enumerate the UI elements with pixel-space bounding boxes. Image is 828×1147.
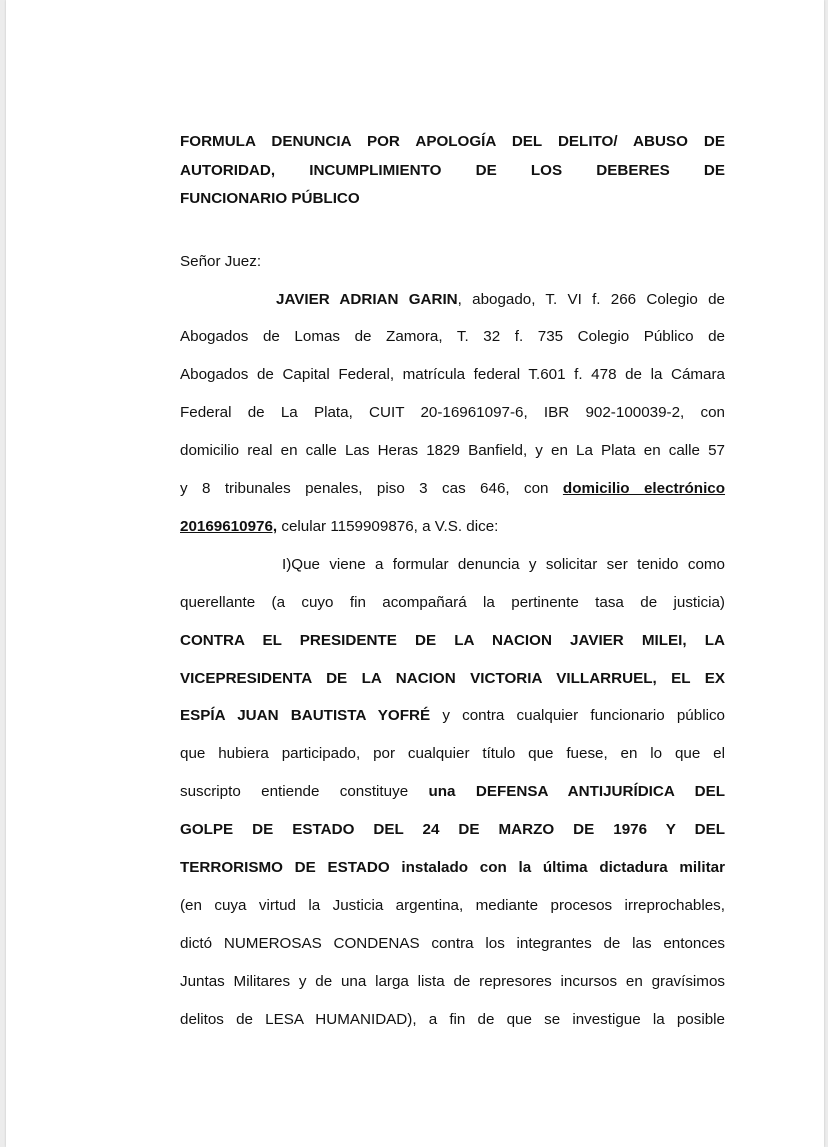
- text-line: Juntas Militares y de una larga lista de represores incursos en gravísimos: [180, 972, 725, 990]
- text-line: (en cuya virtud la Justicia argentina, mediante procesos irreprochables,: [180, 897, 725, 914]
- text-line: GOLPE DE ESTADO DEL 24 DE MARZO DE 1976 Y DEL: [180, 821, 725, 839]
- text-line: I)Que viene a formular denuncia y solicitar ser tenido como: [282, 555, 725, 573]
- text-run: una DEFENSA ANTIJURÍDICA DEL: [428, 783, 725, 801]
- salutation: Señor Juez:: [180, 252, 262, 270]
- text-line: CONTRA EL PRESIDENTE DE LA NACION JAVIER MILEI, LA: [180, 631, 725, 649]
- text-line: [180, 470, 725, 508]
- electronic-domicile-number: 20169610976,: [180, 517, 278, 535]
- text-run: suscripto entiende constituye: [180, 783, 429, 801]
- title-line: FORMULA DENUNCIA POR APOLOGÍA DEL DELITO/ ABUSO DE: [180, 133, 725, 150]
- text-line: Abogados de Capital Federal, matrícula federal T.601 f. 478 de la Cámara: [180, 366, 725, 384]
- text-line: dictó NUMEROSAS CONDENAS contra los integrantes de las entonces: [180, 934, 725, 952]
- text-line: TERRORISMO DE ESTADO instalado con la última dictadura militar: [180, 859, 725, 877]
- text-line: domicilio real en calle Las Heras 1829 Banfield, y en La Plata en calle 57: [180, 442, 725, 460]
- text-line: [180, 773, 725, 811]
- paragraph-identification: [180, 281, 725, 546]
- text-line: [180, 697, 725, 735]
- text-line: que hubiera participado, por cualquier título que fuese, en lo que el: [180, 745, 725, 763]
- paragraph-complaint: [180, 546, 725, 1039]
- document-page: [6, 0, 824, 1147]
- author-name: JAVIER ADRIAN GARIN: [276, 290, 458, 308]
- text-line: VICEPRESIDENTA DE LA NACION VICTORIA VILLARRUEL, EL EX: [180, 669, 725, 687]
- text-line: querellante (a cuyo fin acompañará la pertinente tasa de justicia): [180, 593, 725, 611]
- document-body: [180, 128, 725, 1039]
- text-run: celular 1159909876, a V.S. dice:: [277, 517, 499, 535]
- text-line: delitos de LESA HUMANIDAD), a fin de que se investigue la posible: [180, 1010, 725, 1028]
- electronic-domicile-label: domicilio electrónico: [562, 480, 726, 498]
- text-line: [180, 508, 725, 546]
- text-run: y 8 tribunales penales, piso 3 cas 646, con: [180, 480, 563, 498]
- text-line: Federal de La Plata, CUIT 20-16961097-6, IBR 902-100039-2, con: [180, 404, 725, 422]
- text-run: ESPÍA JUAN BAUTISTA YOFRÉ: [180, 707, 431, 725]
- text-line: [180, 281, 725, 319]
- text-run: y contra cualquier funcionario público: [430, 707, 725, 725]
- title-line: AUTORIDAD, INCUMPLIMIENTO DE LOS DEBERES DE: [180, 161, 725, 179]
- title-line: FUNCIONARIO PÚBLICO: [180, 190, 360, 207]
- text-line: Abogados de Lomas de Zamora, T. 32 f. 735 Colegio Público de: [180, 328, 725, 346]
- document-title: [180, 128, 725, 214]
- text-run: , abogado, T. VI f. 266 Colegio de: [457, 290, 725, 308]
